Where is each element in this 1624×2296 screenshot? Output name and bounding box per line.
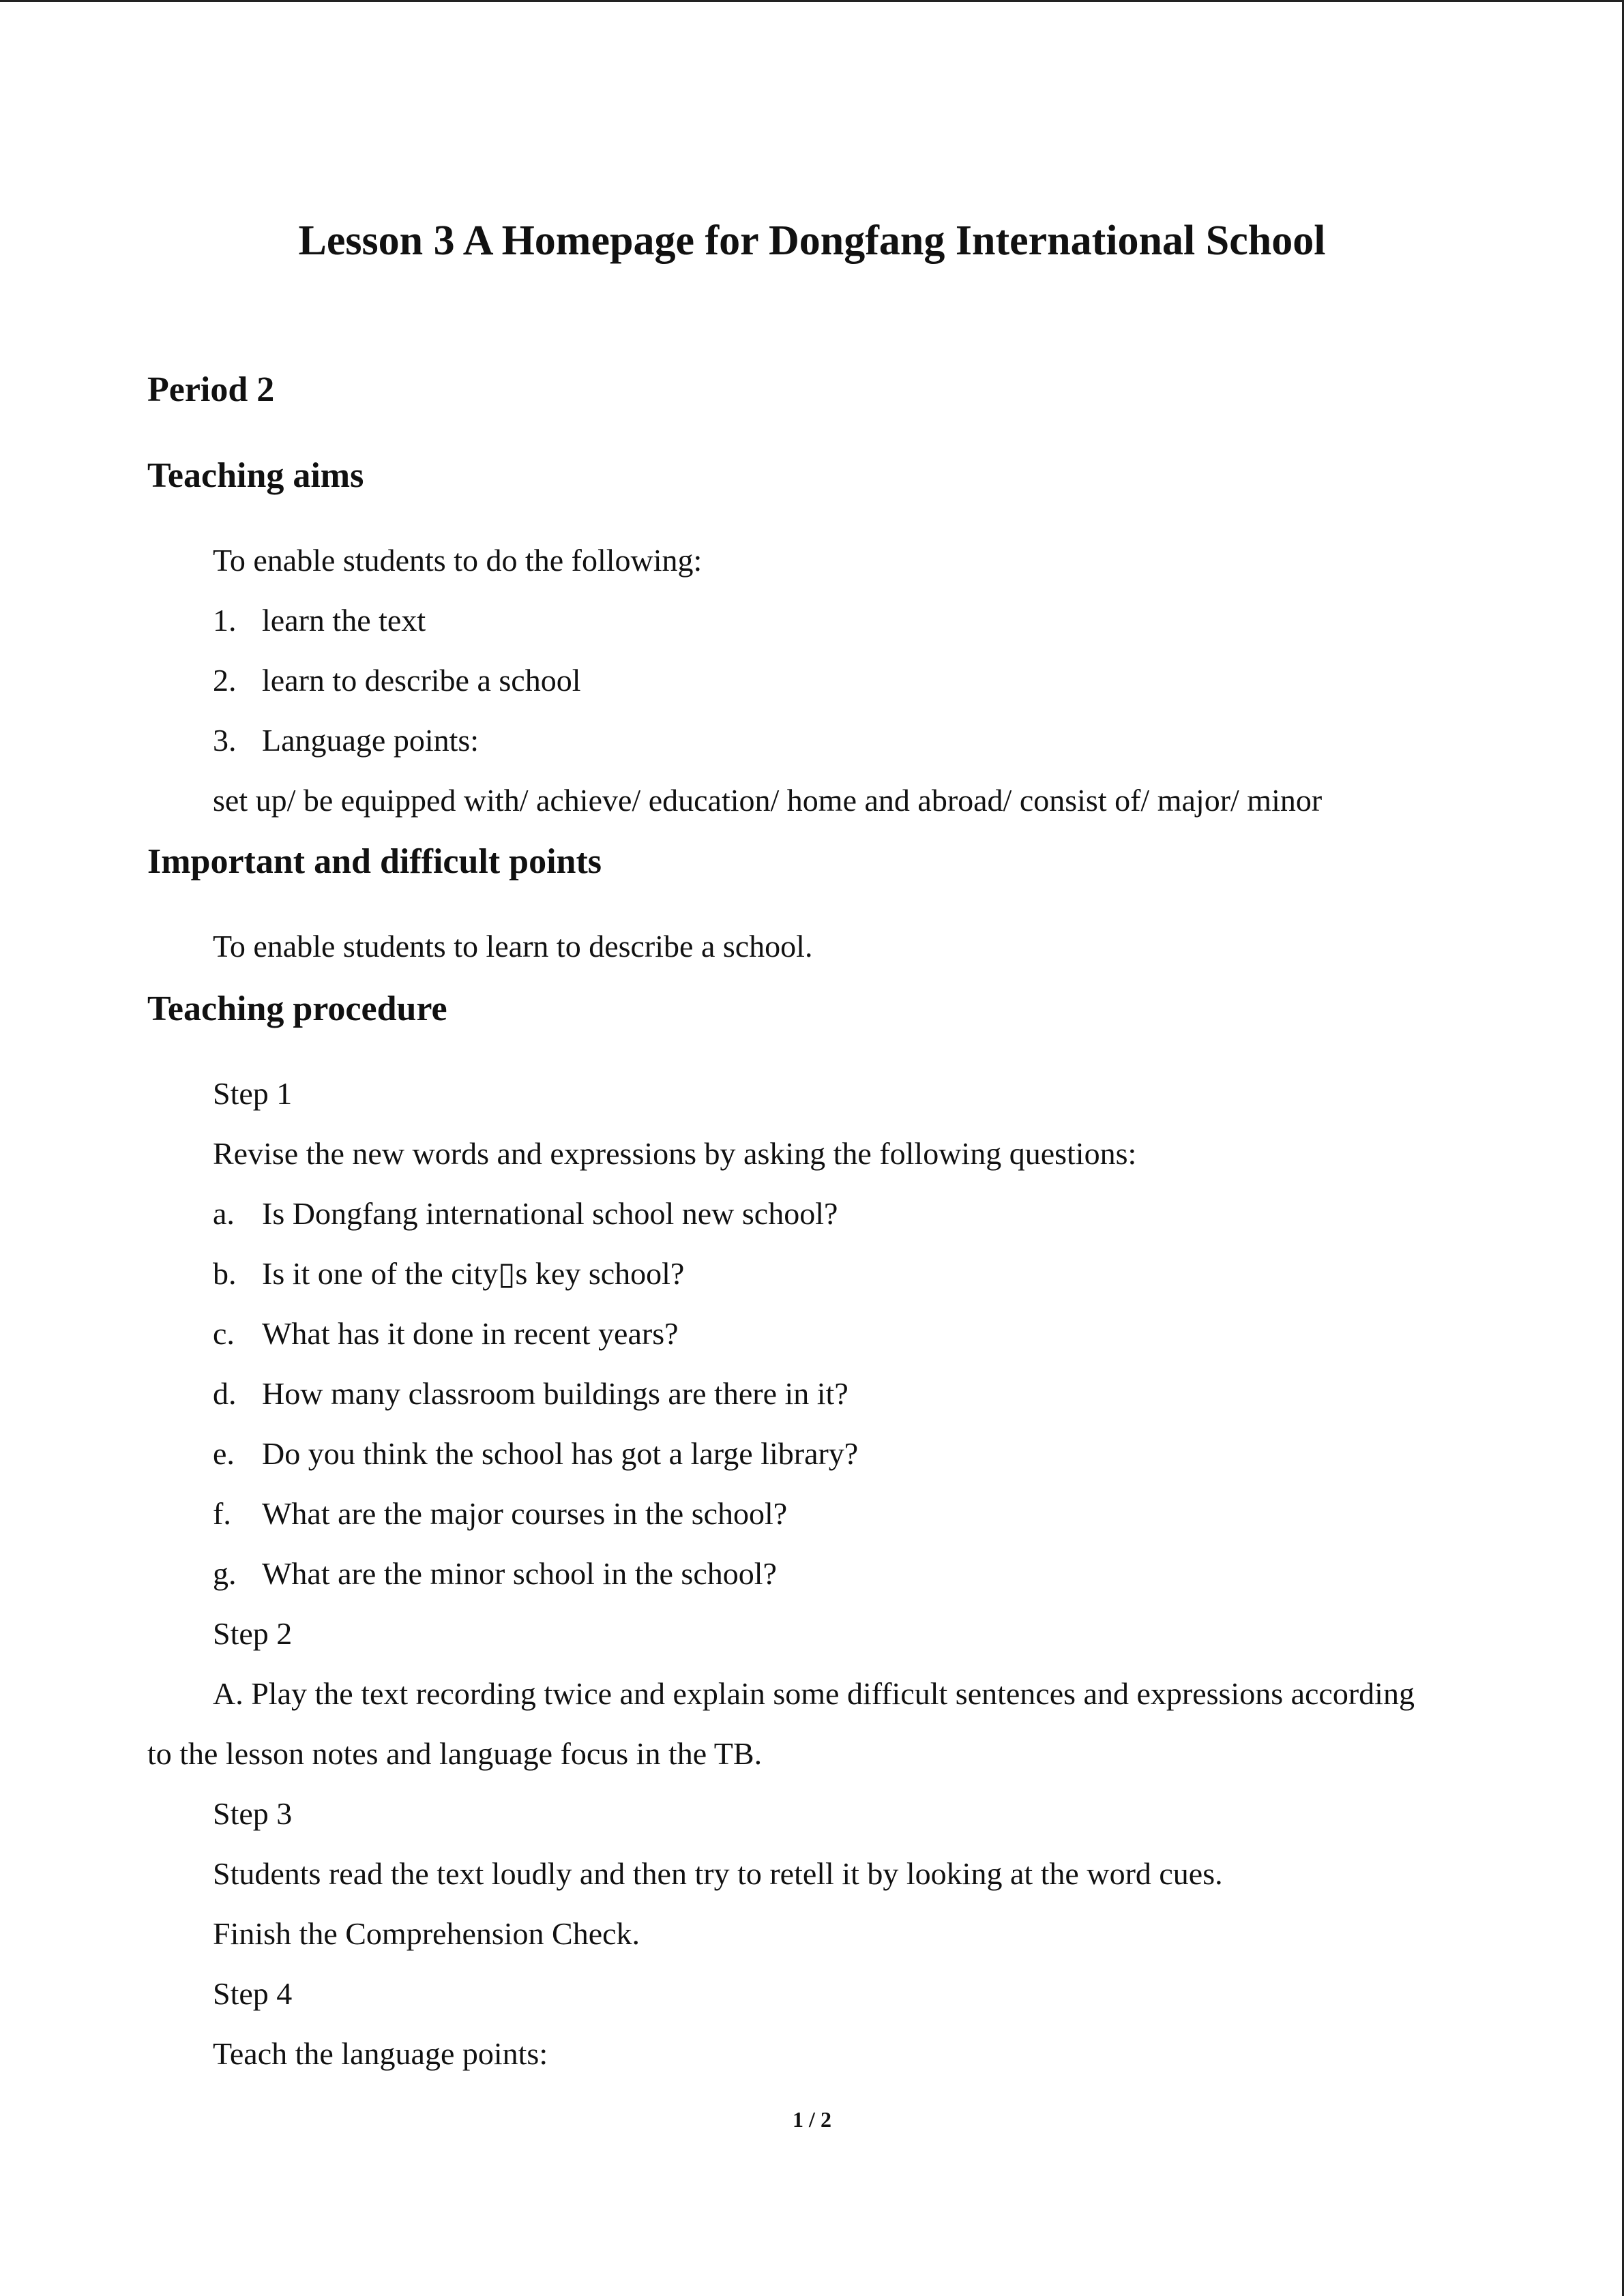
question-text: What has it done in recent years? [262,1316,679,1351]
step-4-text-line-1: Teach the language points: [213,2036,548,2071]
list-marker: b. [213,1256,237,1291]
language-points-line: set up/ be equipped with/ achieve/ education/ home and abroad/ consist of/ major/ minor [213,783,1323,818]
teaching-procedure-heading: Teaching procedure [147,989,447,1028]
question-item [213,1553,777,1595]
question-item [213,1193,838,1235]
aims-intro: To enable students to do the following: [213,543,703,578]
list-marker: e. [213,1436,235,1471]
question-item [213,1253,684,1295]
period-heading: Period 2 [147,370,275,409]
step-3-text-line-2: Finish the Comprehension Check. [213,1916,640,1951]
step-2-text-line-2: to the lesson notes and language focus in the TB. [147,1736,763,1771]
question-item [213,1493,787,1535]
question-text: What are the major courses in the school? [262,1496,788,1531]
list-item-text: learn to describe a school [262,663,581,698]
list-marker: 1. [213,603,237,638]
step-3-text-line-1: Students read the text loudly and then try to retell it by looking at the word cues. [213,1856,1223,1891]
step-1-label: Step 1 [213,1076,293,1111]
question-text: Is Dongfang international school new school? [262,1196,838,1231]
list-marker: f. [213,1496,231,1531]
lesson-title: Lesson 3 A Homepage for Dongfang International School [298,218,1326,264]
important-points-text: To enable students to learn to describe a school. [213,929,813,964]
page-number: 1 / 2 [793,2107,831,2132]
step-3-label: Step 3 [213,1796,293,1831]
aims-list-item [213,659,580,702]
step-2-text-line-1: A. Play the text recording twice and explain some difficult sentences and expressions according [213,1676,1415,1711]
step-2-label: Step 2 [213,1616,293,1651]
aims-list-item [213,719,479,762]
list-marker: d. [213,1376,237,1411]
question-text: How many classroom buildings are there in it? [262,1376,848,1411]
list-marker: 3. [213,723,237,758]
step-1-intro: Revise the new words and expressions by asking the following questions: [213,1136,1137,1171]
list-marker: a. [213,1196,235,1231]
important-points-heading: Important and difficult points [147,842,602,881]
question-text: What are the minor school in the school? [262,1556,777,1591]
teaching-aims-heading: Teaching aims [147,456,364,495]
aims-list-item [213,599,426,642]
list-marker: c. [213,1316,235,1351]
list-marker: g. [213,1556,237,1591]
step-4-label: Step 4 [213,1976,293,2011]
list-item-text: learn the text [262,603,426,638]
question-item [213,1433,858,1475]
question-text: Is it one of the city▯s key school? [262,1256,685,1291]
question-item [213,1313,679,1355]
list-marker: 2. [213,663,237,698]
question-text: Do you think the school has got a large library? [262,1436,859,1471]
list-item-text: Language points: [262,723,479,758]
question-item [213,1373,848,1415]
